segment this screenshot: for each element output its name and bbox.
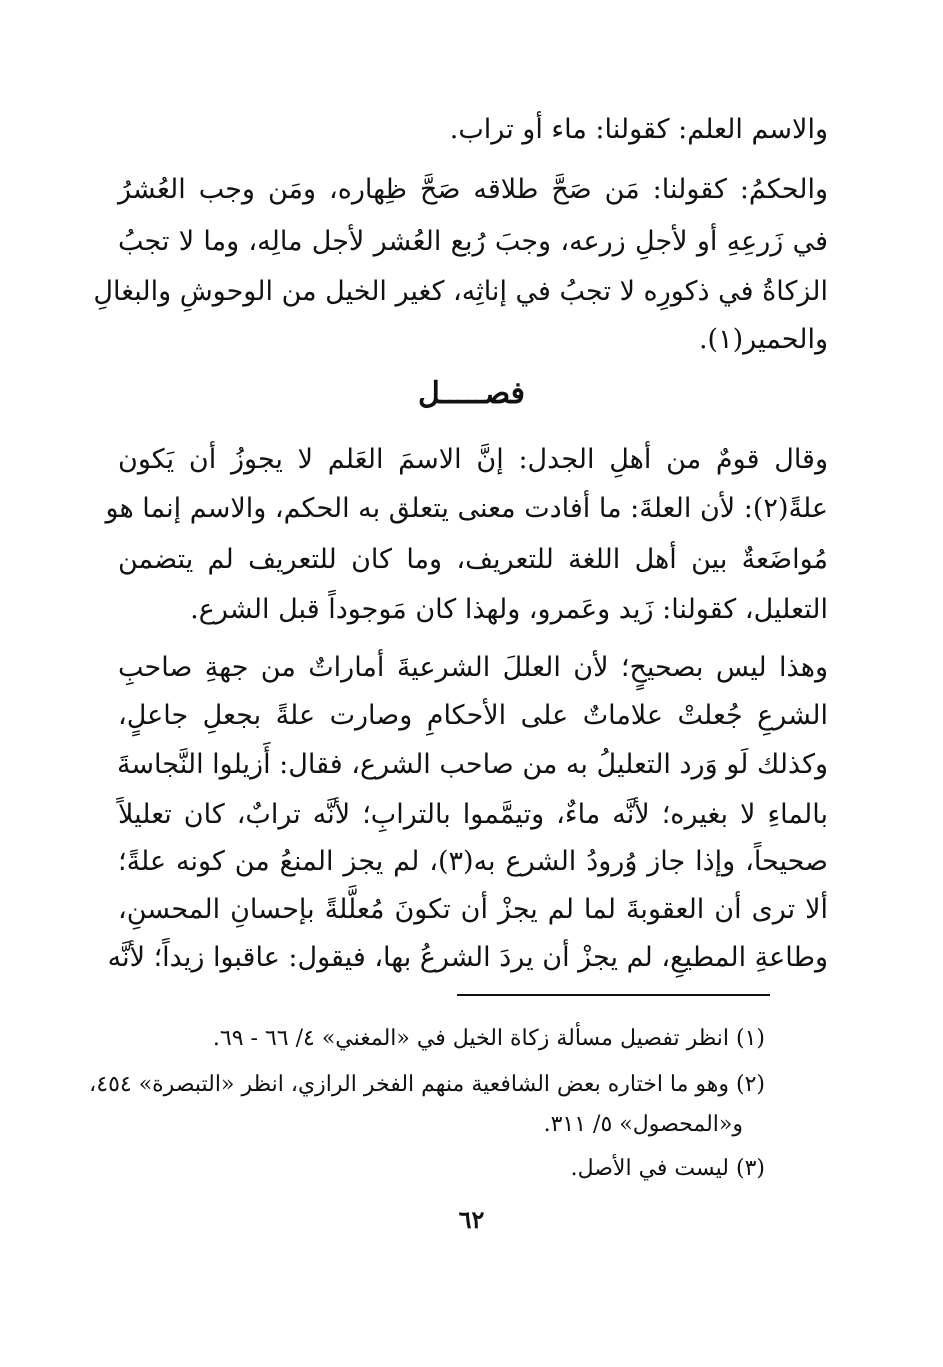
page-number: ٦٢ bbox=[458, 1205, 485, 1234]
text-line: الشرعِ جُعلتْ علاماتٌ على الأحكامِ وصارت علةً بجعلِ جاعلٍ، bbox=[118, 700, 828, 731]
text-line: والحمير(١). bbox=[698, 324, 828, 355]
text-line: ألا ترى أن العقوبةَ لما لم يجزْ أن تكونَ مُعلَّلةً بإحسانِ المحسنِ، bbox=[118, 894, 828, 925]
text-line: وطاعةِ المطيعِ، لم يجزْ أن يردَ الشرعُ بها، فيقول: عاقبوا زيداً؛ لأنَّه bbox=[107, 942, 828, 973]
footnote-continuation: و«المحصول» ٥/ ٣١١. bbox=[543, 1112, 743, 1137]
text-line: والحكمُ: كقولنا: مَن صَحَّ طلاقه صَحَّ ظِهاره، ومَن وجب العُشرُ bbox=[118, 174, 828, 205]
text-line: وكذلك لَو وَرد التعليلُ به من صاحب الشرع، فقال: أَزيلوا النَّجاسةَ bbox=[116, 749, 828, 780]
footnote-separator bbox=[457, 994, 770, 996]
text-line: وهذا ليس بصحيحٍ؛ لأن العللَ الشرعيةَ أماراتٌ من جهةِ صاحبِ bbox=[118, 652, 828, 683]
text-line: في زَرعِهِ أو لأجلِ زرعه، وجبَ رُبع العُشر لأجل مالِه، وما لا تجبُ bbox=[118, 226, 828, 257]
text-line: صحيحاً، وإذا جاز وُرودُ الشرع به(٣)، لم يجز المنعُ من كونه علةً؛ bbox=[118, 846, 828, 877]
text-line: علةً(٢): لأن العلةَ: ما أفادت معنى يتعلق به الحكم، والاسم إنما هو bbox=[105, 493, 828, 524]
section-heading: فصـــــل bbox=[417, 376, 526, 411]
text-line: بالماءِ لا بغيره؛ لأنَّه ماءٌ، وتيمَّموا بالترابِ؛ لأنَّه ترابٌ، كان تعليلاً bbox=[118, 799, 828, 830]
text-line: الزكاةُ في ذكورِه لا تجبُ في إناثِه، كغير الخيل من الوحوشِ والبغالِ bbox=[93, 276, 828, 307]
footnote: (١) انظر تفصيل مسألة زكاة الخيل في «المغني» ٤/ ٦٦ - ٦٩. bbox=[212, 1026, 765, 1051]
text-line: وقال قومٌ من أهلِ الجدل: إنَّ الاسمَ العَلم لا يجوزُ أن يَكون bbox=[118, 444, 828, 475]
text-line: مُواضَعةٌ بين أهل اللغة للتعريف، وما كان للتعريف لم يتضمن bbox=[118, 544, 828, 575]
footnote: (٢) وهو ما اختاره بعض الشافعية منهم الفخر الرازي، انظر «التبصرة» ٤٥٤، bbox=[89, 1072, 765, 1097]
text-line: التعليل، كقولنا: زَيد وعَمرو، ولهذا كان مَوجوداً قبل الشرع. bbox=[190, 594, 828, 625]
footnote: (٣) ليست في الأصل. bbox=[570, 1156, 765, 1181]
text-line: والاسم العلم: كقولنا: ماء أو تراب. bbox=[449, 114, 828, 145]
